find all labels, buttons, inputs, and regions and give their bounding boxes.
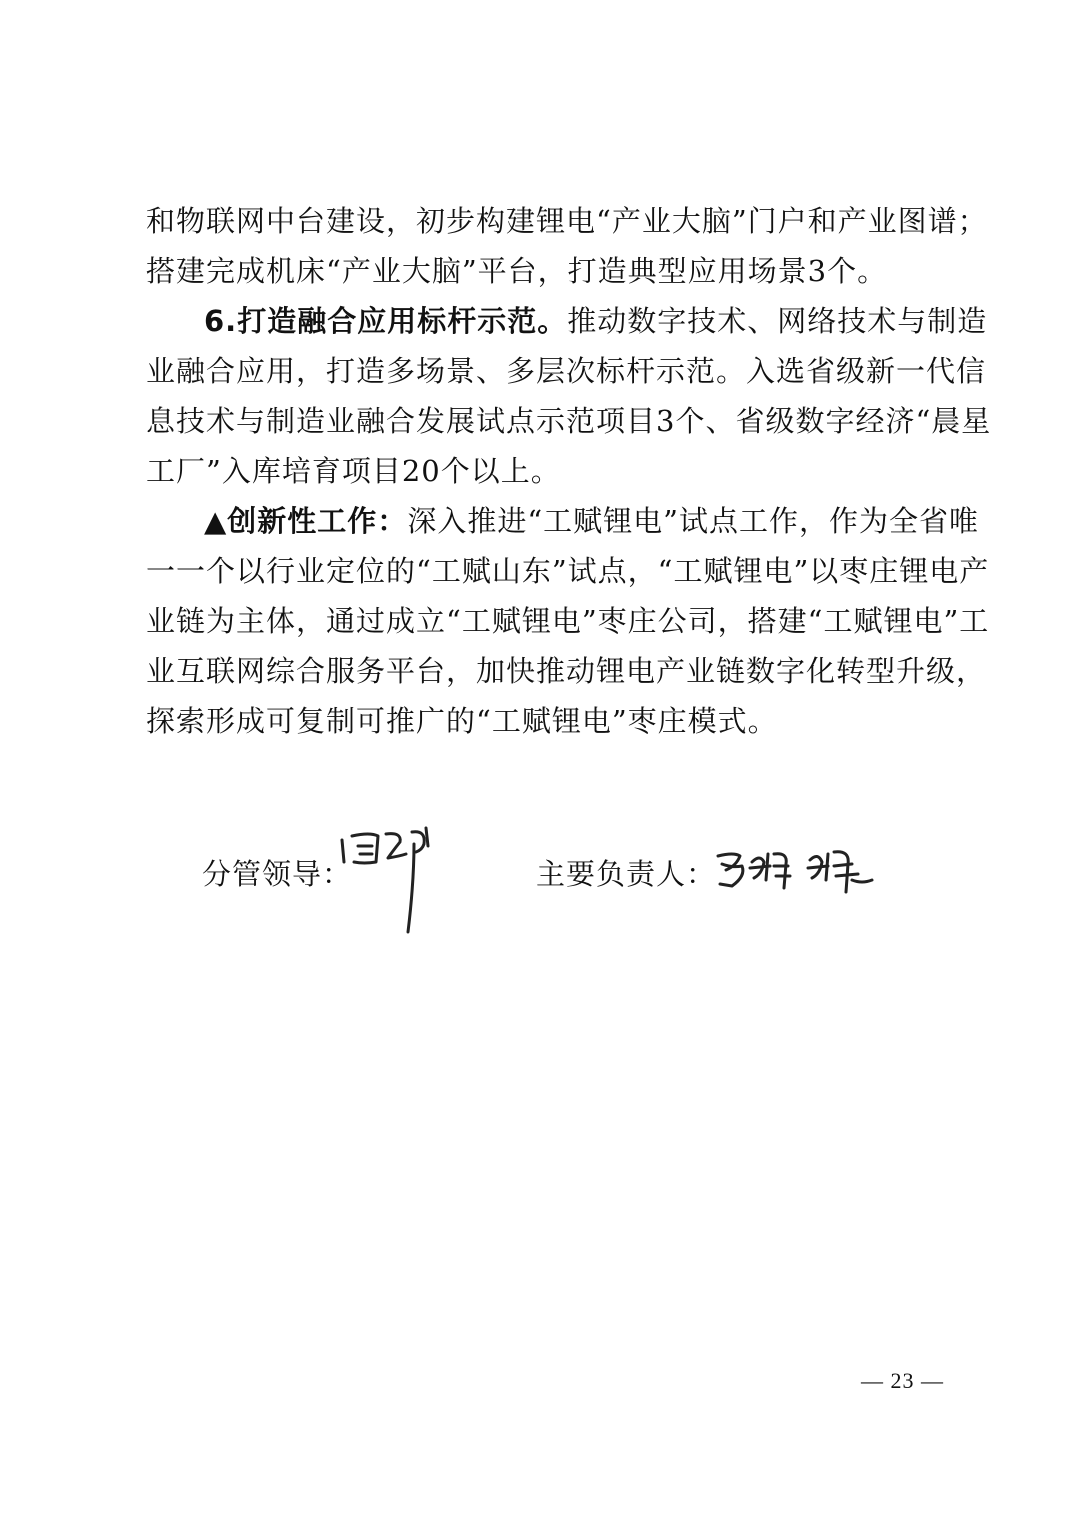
leader-signature bbox=[330, 822, 470, 942]
innovation-heading: ▲创新性工作： bbox=[204, 504, 408, 538]
paragraph-line: 业融合应用，打造多场景、多层次标杆示范。入选省级新一代信 bbox=[146, 354, 987, 388]
principal-label: 主要负责人： bbox=[536, 857, 717, 891]
paragraph-line: 和物联网中台建设，初步构建锂电“产业大脑”门户和产业图谱； bbox=[146, 204, 988, 238]
page-number: — 23 — bbox=[861, 1368, 944, 1393]
paragraph-text: 推动数字技术、网络技术与制造 bbox=[567, 304, 988, 338]
paragraph-line: 业链为主体，通过成立“工赋锂电”枣庄公司，搭建“工赋锂电”工 bbox=[146, 604, 990, 638]
paragraph-line bbox=[146, 496, 979, 546]
paragraph-line: 一一个以行业定位的“工赋山东”试点，“工赋锂电”以枣庄锂电产 bbox=[146, 554, 990, 588]
paragraph-line: 搭建完成机床“产业大脑”平台，打造典型应用场景3个。 bbox=[146, 254, 888, 288]
paragraph-line: 息技术与制造业融合发展试点示范项目3个、省级数字经济“晨星 bbox=[146, 404, 992, 438]
principal-signature bbox=[712, 840, 892, 910]
leader-label: 分管领导： bbox=[202, 857, 353, 891]
body-text bbox=[146, 196, 992, 746]
paragraph-line: 业互联网综合服务平台，加快推动锂电产业链数字化转型升级， bbox=[146, 654, 987, 688]
paragraph-line: 探索形成可复制可推广的“工赋锂电”枣庄模式。 bbox=[146, 704, 778, 738]
paragraph-line: 工厂”入库培育项目20个以上。 bbox=[146, 454, 561, 488]
section-heading: 6.打造融合应用标杆示范。 bbox=[204, 304, 568, 338]
paragraph-line bbox=[146, 296, 988, 346]
paragraph-text: 深入推进“工赋锂电”试点工作，作为全省唯 bbox=[407, 504, 979, 538]
